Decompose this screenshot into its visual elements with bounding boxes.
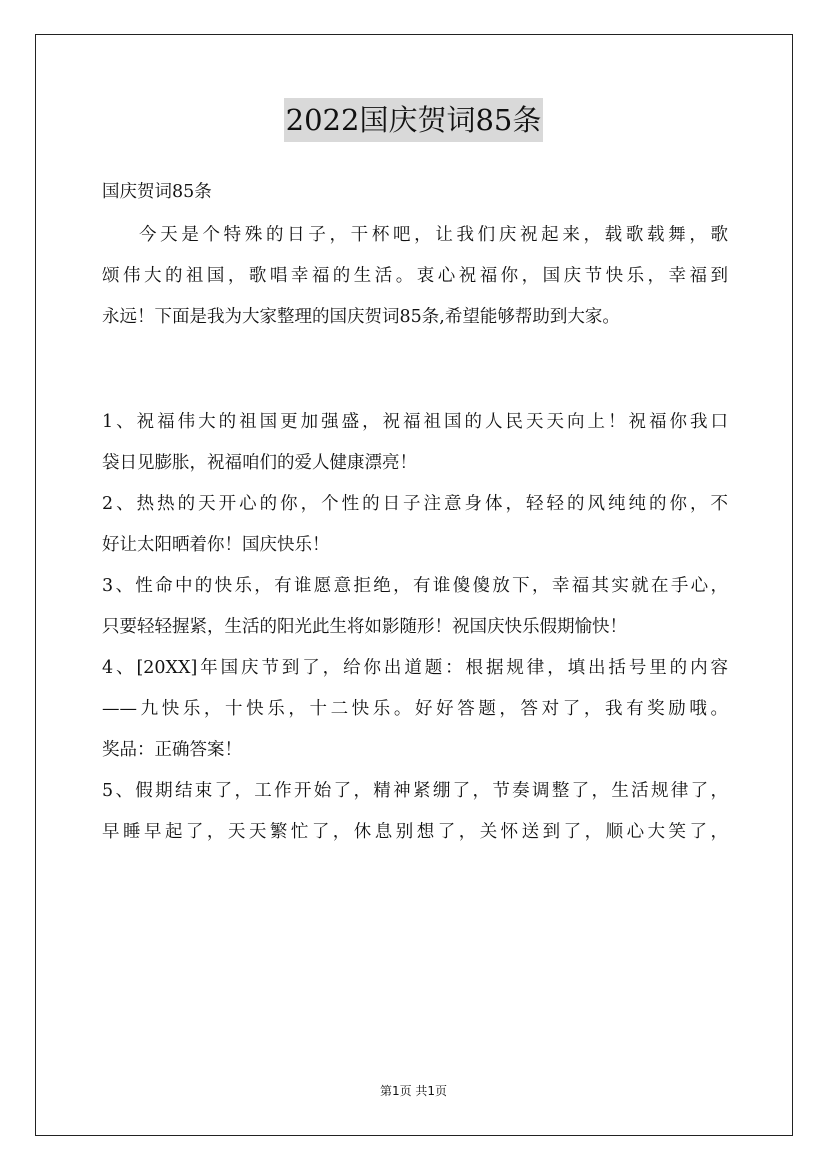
page-footer: 第1页 共1页 [379,1084,448,1098]
intro-line: 永远！下面是我为大家整理的国庆贺词85条,希望能够帮助到大家。 [102,307,620,327]
title-container [0,98,827,142]
item-line: 奖品：正确答案！ [102,740,242,760]
document-body [102,172,728,853]
item-line: 袋日见膨胀，祝福咱们的爱人健康漂亮！ [102,453,417,473]
item-line: 1、祝福伟大的祖国更加强盛，祝福祖国的人民天天向上！祝福你我口 [102,412,728,432]
intro-line: 颂伟大的祖国，歌唱幸福的生活。衷心祝福你，国庆节快乐，幸福到 [102,266,728,286]
item-line: 2、热热的天开心的你，个性的日子注意身体，轻轻的风纯纯的你，不 [102,494,728,514]
item-line: 5、假期结束了，工作开始了，精神紧绷了，节奏调整了，生活规律了， [102,781,728,801]
item-line: 3、性命中的快乐，有谁愿意拒绝，有谁傻傻放下，幸福其实就在手心， [102,576,728,596]
document-subtitle: 国庆贺词85条 [102,182,212,202]
item-line: 好让太阳晒着你！国庆快乐！ [102,535,330,555]
item-line: 只要轻轻握紧，生活的阳光此生将如影随形！祝国庆快乐假期愉快！ [102,617,627,637]
document-title: 2022国庆贺词85条 [284,98,544,142]
item-line: 早睡早起了，天天繁忙了，休息别想了，关怀送到了，顺心大笑了， [102,822,728,842]
paragraph-gap [102,338,728,402]
item-line: ——九快乐，十快乐，十二快乐。好好答题，答对了，我有奖励哦。 [102,699,728,719]
item-line: 4、[20XX]年国庆节到了，给你出道题：根据规律，填出括号里的内容 [102,658,728,678]
intro-line: 今天是个特殊的日子，干杯吧，让我们庆祝起来，载歌载舞，歌 [139,225,728,245]
